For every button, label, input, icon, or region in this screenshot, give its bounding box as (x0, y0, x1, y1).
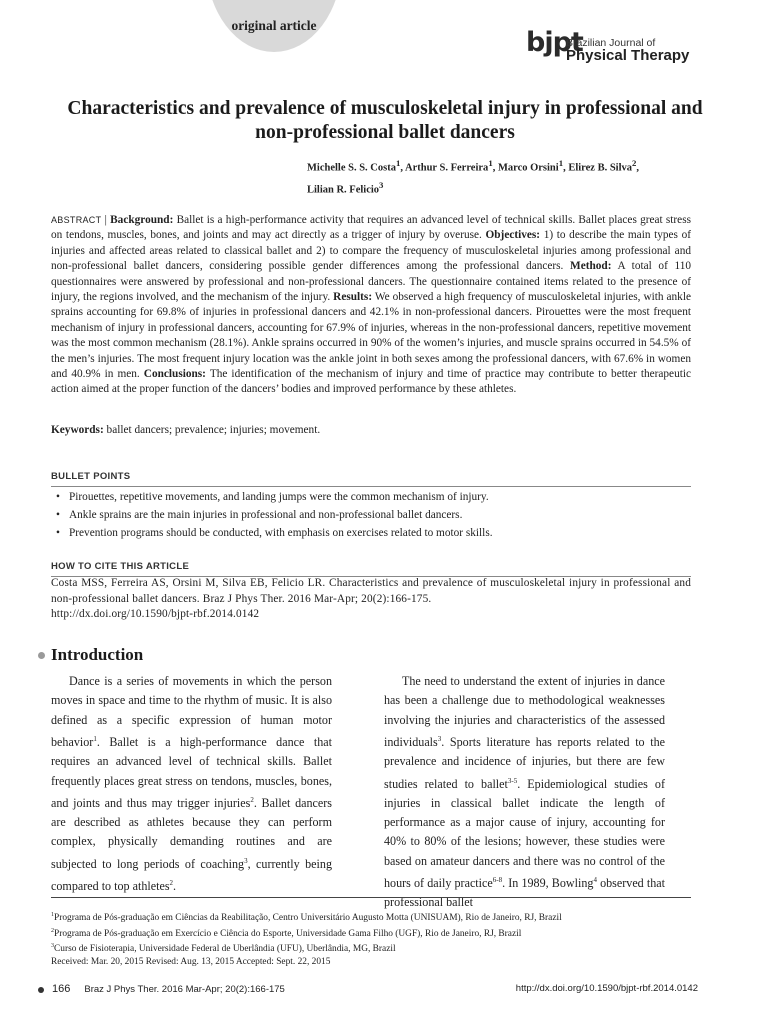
reference-marker[interactable]: 4 (593, 876, 597, 885)
keywords (51, 424, 691, 436)
conclusions-text: The identification of the mechanism of injury and time of practice may contribute to better therapeutic action aimed at the proper function of the dancers’ bodies and improved performance by these athletes. (51, 368, 692, 396)
page-bullet-icon (38, 987, 44, 993)
bullet-text: Ankle sprains are the main injuries in professional and non-professional ballet dancers. (69, 509, 463, 521)
footnote-item (51, 909, 711, 925)
author-name: Michelle S. S. Costa (307, 162, 396, 174)
author-affiliation-ref: 2 (632, 158, 637, 168)
journal-mark: bjpt (526, 27, 583, 58)
footnote-item (51, 940, 711, 956)
introduction-column-right (384, 672, 665, 913)
author-list: Michelle S. S. Costa$^1$, Arthur S. Ferreira$^1$, Marco Orsini$^1$, Elirez B. Silva$^2$, Lilian R. Felicio$^3$ (307, 158, 640, 195)
list-item (51, 488, 691, 506)
background-label: Background: (110, 214, 174, 226)
objectives-text: 1) to describe the main types of injuries and affected areas related to classical ballet and 2) to compare the frequency of musculoskeletal injuries among professional and non-professional ballet dancers, considering possible gender differences among the professional dancers. (51, 229, 691, 273)
reference-marker[interactable]: 3 (437, 734, 442, 743)
section-bullet-icon (38, 652, 45, 659)
reference-marker[interactable]: 2 (250, 795, 254, 804)
how-to-cite (51, 576, 691, 623)
how-to-cite-heading (51, 556, 691, 577)
bullet-text: Prevention programs should be conducted, with emphasis on exercises related to motor skills. (69, 527, 493, 539)
footnote-number: 2 (51, 927, 54, 934)
journal-name-line1: Brazilian Journal of (566, 37, 656, 49)
page-number: 166 (52, 983, 71, 995)
abstract (51, 213, 691, 398)
author-affiliation-ref: 1 (558, 158, 564, 168)
introduction-column-left (51, 672, 332, 896)
introduction-title: Introduction (51, 645, 144, 664)
text-run: . Epidemiological studies of injuries in classical ballet indicate the length of performance as a major cause of injury, accounting for 40% to 80% of the lesions; however, these studies were based on amateur dancers and there was no control of the hours of daily practice (384, 776, 665, 891)
reference-marker[interactable]: 1 (93, 734, 97, 743)
introduction-paragraph (384, 672, 665, 913)
bullet-points-heading (51, 466, 691, 487)
keywords-label: Keywords: (51, 424, 104, 436)
author-name: Arthur S. Ferreira (405, 162, 489, 174)
method-label: Method: (570, 260, 612, 273)
list-item (51, 524, 691, 542)
author-affiliation-ref: 1 (488, 158, 493, 168)
introduction-paragraph (51, 672, 332, 896)
citation-text: Costa MSS, Ferreira AS, Orsini M, Silva EB, Felicio LR. Characteristics and prevalence of musculoskeletal injury in professional and non-professional ballet dancers. Braz J Phys Ther. 2016 Mar-Apr; 20(2):166-175. (51, 577, 691, 605)
footnote-text: Programa de Pós-graduação em Exercício e Ciência do Esporte, Universidade Gama Filho (UGF), Rio de Janeiro, RJ, Brazil (54, 928, 522, 939)
footnote-number: 1 (51, 912, 54, 918)
text-run: observed that professional ballet (384, 876, 665, 910)
author-affiliation-ref: 3 (379, 179, 384, 190)
objectives-label: Objectives: (485, 229, 541, 242)
author-affiliation-ref: 1 (395, 158, 401, 168)
background-text: Ballet is a high-performance activity that requires an advanced level of technical skills. Ballet places great stress on tendons, muscles, bones, and joints and may act directly as a trigger of injury by overuse. (51, 214, 691, 242)
footnote-divider (51, 897, 691, 898)
author-name: Elirez B. Silva (568, 162, 633, 174)
bullet-icon: • (56, 491, 60, 503)
author-name: Lilian R. Felicio (307, 184, 380, 195)
reference-marker[interactable]: 2 (169, 879, 174, 888)
how-to-cite-heading-text: HOW TO CITE THIS ARTICLE (51, 561, 190, 572)
footer-citation: Braz J Phys Ther. 2016 Mar-Apr; 20(2):166-175 (84, 984, 285, 995)
article-title: Characteristics and prevalence of musculoskeletal injury in professional and non-professional ballet dancers (67, 98, 703, 143)
keywords-text: ballet dancers; prevalence; injuries; movement. (106, 424, 321, 436)
footnote-number: 3 (51, 943, 54, 950)
footnote-item (51, 925, 711, 941)
text-run: . Ballet dancers are described as athletes because they can perform complex, physically demanding routines and are subjected to long periods of coaching (51, 795, 333, 871)
results-text: We observed a high frequency of musculoskeletal injuries, with ankle sprains accounting for 69.8% of injuries in professional dancers and 42.1% in non-professional dancers. Pirouettes were the most frequent mechanism of injury in professional dancers, accounting for 67.9% of injuries, whereas in the non-professional dancers, repetitive movement was the most common mechanism (28.1%). Ankle sprains occurred in 90% of the women’s injuries, and muscle sprains occurred in 54.5% of the men’s injuries. The most frequent injury location was the ankle joint in both sexes among the professional dancers, with 67.6% in women and 40.9% in men. (51, 291, 691, 381)
reference-marker[interactable]: 6-8 (492, 876, 503, 885)
bullet-text: Pirouettes, repetitive movements, and landing jumps were the common mechanism of injury. (69, 491, 489, 503)
abstract-separator: | (104, 214, 107, 226)
text-run: , currently being compared to top athletes (51, 856, 332, 894)
footnote-text: Curso de Fisioterapia, Universidade Federal de Uberlândia (UFU), Uberlândia, MG, Brazil (54, 944, 396, 955)
bullet-icon: • (56, 527, 60, 539)
abstract-label: ABSTRACT (51, 215, 102, 225)
page-footer (38, 983, 698, 997)
bullet-points-heading-text: BULLET POINTS (51, 471, 131, 482)
reference-marker[interactable]: 3-5 (507, 776, 518, 785)
footer-doi-link[interactable]: http://dx.doi.org/10.1590/bjpt-rbf.2014.0142 (515, 983, 698, 994)
footnote-text: Programa de Pós-graduação em Ciências da Reabilitação, Centro Universitário Augusto Motta (UNISUAM), Rio de Janeiro, RJ, Brazil (54, 913, 562, 924)
article-type-label: original article (231, 18, 317, 33)
list-item (51, 506, 691, 524)
received-dates: Received: Mar. 20, 2015 Revised: Aug. 13, 2015 Accepted: Sept. 22, 2015 (51, 956, 331, 967)
bullet-points-list (51, 488, 691, 542)
author-name: Marco Orsini (497, 162, 559, 174)
journal-name-line2: Physical Therapy (566, 47, 690, 64)
method-text: A total of 110 questionnaires were answered by professional and non-professional dancers. The questionnaire contained items related to the presence of injury, the regions involved, and the mechanism of the injury. (51, 260, 692, 304)
text-run: Dance is a series of movements in which the person moves in space and time to the rhythm of music. It is also defined as a specific expression of human motor behavior (51, 674, 332, 749)
text-run: The need to understand the extent of injuries in dance has been a challenge due to methodological weaknesses involving the injuries and characteristics of the assessed individuals (384, 674, 665, 749)
text-run: . Sports literature has reports related to the prevalence and incidence of injuries, but there are few studies related to ballet (384, 734, 665, 791)
text-run: . In 1989, Bowling (502, 876, 594, 891)
citation-doi-link[interactable]: http://dx.doi.org/10.1590/bjpt-rbf.2014.0142 (51, 608, 260, 620)
text-run: . (173, 879, 177, 894)
conclusions-label: Conclusions: (143, 368, 206, 381)
footnotes (51, 909, 711, 968)
reference-marker[interactable]: 3 (244, 856, 248, 865)
bullet-icon: • (56, 509, 60, 521)
introduction-heading (38, 645, 143, 665)
results-label: Results: (333, 291, 373, 304)
text-run: . Ballet is a high-performance dance that requires an advanced level of technical skills. Ballet frequently places great stress on tendons, muscles, bones, and joints and thus may trigger injuries (51, 734, 332, 810)
